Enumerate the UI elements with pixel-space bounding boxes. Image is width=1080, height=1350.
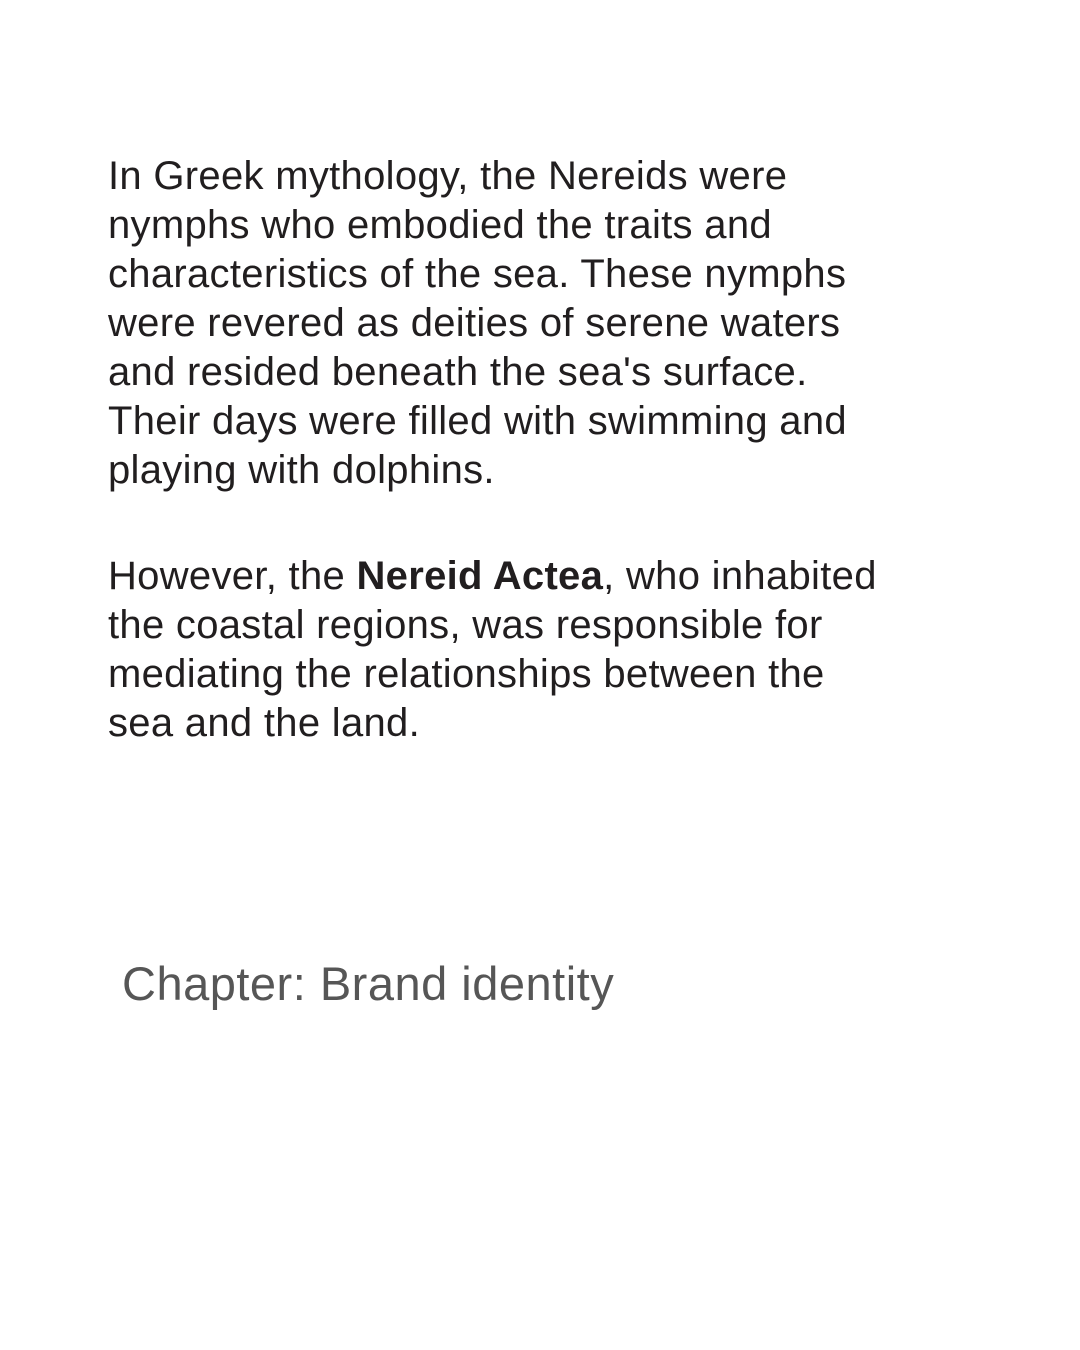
text-line: sea and the land. (108, 701, 421, 745)
paragraph-nereid-actea (108, 552, 877, 748)
body-text-block (108, 152, 877, 748)
text-line: the coastal regions, was responsible for (108, 603, 823, 647)
text-line: nymphs who embodied the traits and (108, 203, 772, 247)
bold-term-nereid-actea: Nereid Actea (356, 554, 604, 598)
text-line: Their days were filled with swimming and (108, 399, 847, 443)
text-segment: However, the (108, 554, 357, 598)
text-line: mediating the relationships between the (108, 652, 825, 696)
chapter-label: Chapter: Brand identity (122, 957, 615, 1010)
text-line: playing with dolphins. (108, 448, 495, 492)
text-segment: , who inhabited (603, 554, 877, 598)
text-line: and resided beneath the sea's surface. (108, 350, 808, 394)
text-line: were revered as deities of serene waters (108, 301, 841, 345)
text-line: characteristics of the sea. These nymphs (108, 252, 847, 296)
text-line: In Greek mythology, the Nereids were (108, 154, 788, 198)
text-line (108, 552, 877, 601)
paragraph-nereids-intro (108, 152, 877, 495)
